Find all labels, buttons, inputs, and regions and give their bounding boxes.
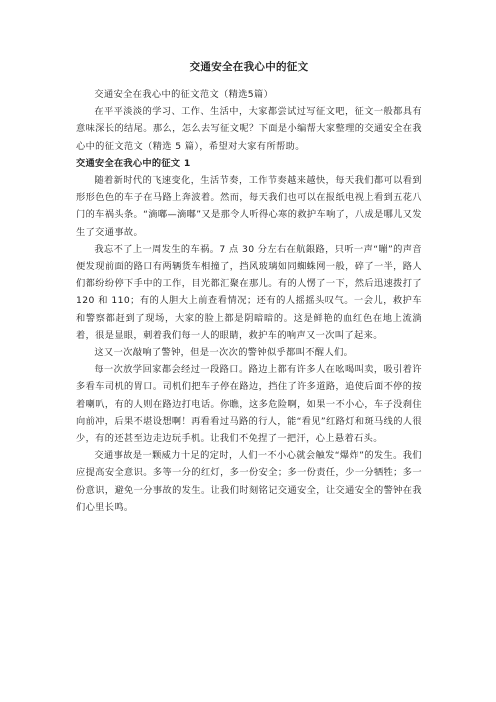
body-paragraph-3: 这又一次敲响了警钟，但是一次次的警钟似乎都叫不醒人们。 bbox=[94, 347, 354, 359]
body-paragraph-1: 随着新时代的飞速变化，生活节奏，工作节奏越来越快，每天我们都可以看到形形色色的车子在马路上奔波着。然而，每天我们也可以在报纸电视上看到五花八门的车祸头条。“滴嘟—滴嘟”又是那令人听得心寒的救护车响了，八成是哪儿又发生了交通事故。 bbox=[76, 175, 422, 238]
section-heading: 交通安全在我心中的征文 1 bbox=[76, 157, 191, 169]
body-paragraph-2: 我忘不了上一周发生的车祸。7 点 30 分左右在航銀路，只听一声“嘣”的声音便发现前面的路口有两辆货车相撞了，挡风玻璃如同蜘蛛网一般，碎了一半，路人们都纷纷停下手中的工作，目光都汇聚在那儿。有的人愣了一下，然后迅速拨打了 120 和 110；有的人胆大上前查看情况；还有的人摇摇头叹气。一会儿，救护车和警察都赶到了现场，大家的脸上都是阴暗暗的。这是鲜艳的血红色在地上流淌着，很是显眼，刺着我们每一人的眼睛，救护车的响声又一次叫了起来。 bbox=[76, 243, 422, 341]
document-title: 交通安全在我心中的征文 bbox=[189, 61, 309, 73]
intro-paragraph: 在平平淡淡的学习、工作、生活中，大家都尝试过写征文吧，征文一般都具有意味深长的结尾。那么，怎么去写征文呢？下面是小编帮大家整理的交通安全在我心中的征文范文（精选 5 篇），希望对大家有所帮助。 bbox=[76, 106, 422, 152]
intro-subtitle: 交通安全在我心中的征文范文（精选5篇） bbox=[94, 89, 274, 100]
document-page bbox=[76, 58, 422, 516]
body-paragraph-5: 交通事故是一颗威力十足的定时，人们一不小心就会触发“爆炸”的发生。我们应提高安全意识。多等一分的红灯，多一份安全；多一份责任，少一分牺牲；多一份意识，避免一分事故的发生。让我们时刻铭记交通安全，让交通安全的警钟在我们心里长鸣。 bbox=[76, 450, 422, 513]
body-paragraph-4: 每一次放学回家都会经过一段路口。路边上都有许多人在吆喝叫卖，吸引着许多看车司机的胃口。司机们把车子停在路边，挡住了许多道路，追使后面不停的按着喇叭，有的人则在路边打电话。你瞧，这多危险啊，如果一不小心，车子没刹住向前冲，后果不堪设想啊！再看看过马路的行人，能“看见”红路灯和斑马线的人很少，有的还甚至边走边玩手机。让我们不免捏了一把汗，心上悬着石头。 bbox=[76, 364, 422, 445]
